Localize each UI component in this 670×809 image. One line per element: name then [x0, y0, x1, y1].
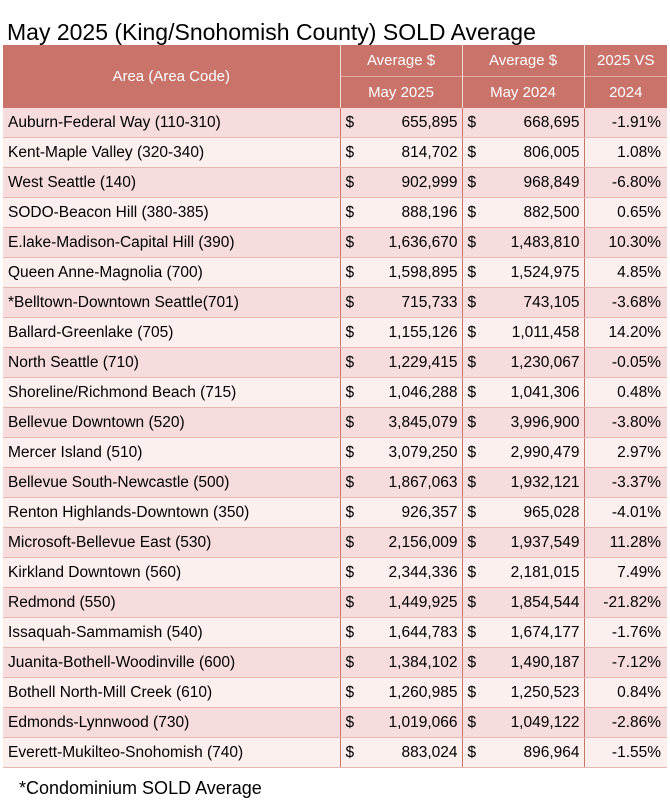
may-2024-value: 1,937,549 — [494, 528, 584, 558]
header-period-1: May 2025 — [340, 77, 462, 109]
currency-symbol: $ — [462, 558, 494, 588]
percent-change: 7.49% — [584, 558, 667, 588]
may-2025-value: 715,733 — [372, 288, 462, 318]
may-2025-value: 1,449,925 — [372, 588, 462, 618]
may-2024-value: 896,964 — [494, 738, 584, 768]
percent-change: 1.08% — [584, 138, 667, 168]
currency-symbol: $ — [462, 468, 494, 498]
may-2025-value: 1,155,126 — [372, 318, 462, 348]
area-cell: Juanita-Bothell-Woodinville (600) — [3, 648, 340, 678]
currency-symbol: $ — [462, 108, 494, 138]
footnote: *Condominium SOLD Average — [19, 778, 262, 798]
area-cell: Auburn-Federal Way (110-310) — [3, 108, 340, 138]
currency-symbol: $ — [340, 468, 372, 498]
table-row — [3, 588, 667, 618]
may-2025-value: 3,079,250 — [372, 438, 462, 468]
area-cell: E.lake-Madison-Capital Hill (390) — [3, 228, 340, 258]
currency-symbol: $ — [340, 348, 372, 378]
percent-change: 2.97% — [584, 438, 667, 468]
may-2025-value: 1,644,783 — [372, 618, 462, 648]
may-2025-value: 1,598,895 — [372, 258, 462, 288]
may-2025-value: 1,867,063 — [372, 468, 462, 498]
may-2024-value: 668,695 — [494, 108, 584, 138]
percent-change: -21.82% — [584, 588, 667, 618]
header-area: Area (Area Code) — [3, 45, 340, 108]
may-2024-value: 2,181,015 — [494, 558, 584, 588]
may-2025-value: 3,845,079 — [372, 408, 462, 438]
currency-symbol: $ — [462, 528, 494, 558]
may-2025-value: 1,636,670 — [372, 228, 462, 258]
table-row — [3, 228, 667, 258]
may-2024-value: 743,105 — [494, 288, 584, 318]
sold-average-table — [3, 45, 667, 768]
percent-change: 4.85% — [584, 258, 667, 288]
percent-change: 11.28% — [584, 528, 667, 558]
may-2024-value: 1,674,177 — [494, 618, 584, 648]
currency-symbol: $ — [340, 438, 372, 468]
table-row — [3, 168, 667, 198]
percent-change: -1.76% — [584, 618, 667, 648]
percent-change: -2.86% — [584, 708, 667, 738]
currency-symbol: $ — [462, 588, 494, 618]
may-2025-value: 1,384,102 — [372, 648, 462, 678]
percent-change: -3.80% — [584, 408, 667, 438]
may-2024-value: 1,854,544 — [494, 588, 584, 618]
currency-symbol: $ — [462, 498, 494, 528]
area-cell: Bothell North-Mill Creek (610) — [3, 678, 340, 708]
may-2024-value: 2,990,479 — [494, 438, 584, 468]
table-row — [3, 708, 667, 738]
table-row — [3, 138, 667, 168]
currency-symbol: $ — [340, 198, 372, 228]
currency-symbol: $ — [340, 738, 372, 768]
may-2025-value: 1,019,066 — [372, 708, 462, 738]
area-cell: Edmonds-Lynnwood (730) — [3, 708, 340, 738]
percent-change: 0.48% — [584, 378, 667, 408]
area-cell: Microsoft-Bellevue East (530) — [3, 528, 340, 558]
currency-symbol: $ — [340, 618, 372, 648]
area-cell: Mercer Island (510) — [3, 438, 340, 468]
may-2025-value: 926,357 — [372, 498, 462, 528]
currency-symbol: $ — [340, 648, 372, 678]
percent-change: -1.55% — [584, 738, 667, 768]
may-2024-value: 965,028 — [494, 498, 584, 528]
may-2025-value: 1,046,288 — [372, 378, 462, 408]
currency-symbol: $ — [462, 318, 494, 348]
currency-symbol: $ — [340, 258, 372, 288]
currency-symbol: $ — [462, 708, 494, 738]
currency-symbol: $ — [340, 588, 372, 618]
may-2025-value: 902,999 — [372, 168, 462, 198]
percent-change: -6.80% — [584, 168, 667, 198]
percent-change: -7.12% — [584, 648, 667, 678]
area-cell: Redmond (550) — [3, 588, 340, 618]
may-2025-value: 655,895 — [372, 108, 462, 138]
currency-symbol: $ — [340, 678, 372, 708]
currency-symbol: $ — [462, 648, 494, 678]
area-cell: Queen Anne-Magnolia (700) — [3, 258, 340, 288]
percent-change: -1.91% — [584, 108, 667, 138]
table-row — [3, 108, 667, 138]
currency-symbol: $ — [340, 498, 372, 528]
table-row — [3, 468, 667, 498]
may-2024-value: 1,049,122 — [494, 708, 584, 738]
may-2024-value: 1,230,067 — [494, 348, 584, 378]
area-cell: SODO-Beacon Hill (380-385) — [3, 198, 340, 228]
currency-symbol: $ — [340, 408, 372, 438]
currency-symbol: $ — [462, 618, 494, 648]
table-row — [3, 318, 667, 348]
may-2024-value: 1,490,187 — [494, 648, 584, 678]
currency-symbol: $ — [462, 408, 494, 438]
may-2025-value: 2,156,009 — [372, 528, 462, 558]
may-2024-value: 882,500 — [494, 198, 584, 228]
may-2024-value: 1,524,975 — [494, 258, 584, 288]
may-2024-value: 968,849 — [494, 168, 584, 198]
area-cell: Everett-Mukilteo-Snohomish (740) — [3, 738, 340, 768]
currency-symbol: $ — [340, 318, 372, 348]
may-2024-value: 1,011,458 — [494, 318, 584, 348]
percent-change: -4.01% — [584, 498, 667, 528]
currency-symbol: $ — [340, 558, 372, 588]
table-row — [3, 198, 667, 228]
area-cell: *Belltown-Downtown Seattle(701) — [3, 288, 340, 318]
may-2025-value: 814,702 — [372, 138, 462, 168]
percent-change: -3.37% — [584, 468, 667, 498]
percent-change: 0.84% — [584, 678, 667, 708]
table-row — [3, 678, 667, 708]
table-row — [3, 618, 667, 648]
header-compare-label: 2025 VS — [584, 45, 667, 77]
area-cell: Kent-Maple Valley (320-340) — [3, 138, 340, 168]
percent-change: -0.05% — [584, 348, 667, 378]
area-cell: Issaquah-Sammamish (540) — [3, 618, 340, 648]
currency-symbol: $ — [462, 288, 494, 318]
currency-symbol: $ — [462, 198, 494, 228]
currency-symbol: $ — [462, 738, 494, 768]
area-cell: Bellevue South-Newcastle (500) — [3, 468, 340, 498]
header-average-1: Average $ — [340, 45, 462, 77]
area-cell: Kirkland Downtown (560) — [3, 558, 340, 588]
may-2025-value: 2,344,336 — [372, 558, 462, 588]
currency-symbol: $ — [340, 108, 372, 138]
may-2024-value: 3,996,900 — [494, 408, 584, 438]
percent-change: 0.65% — [584, 198, 667, 228]
may-2024-value: 806,005 — [494, 138, 584, 168]
may-2024-value: 1,250,523 — [494, 678, 584, 708]
table-row — [3, 558, 667, 588]
table-body — [3, 108, 667, 768]
area-cell: Renton Highlands-Downtown (350) — [3, 498, 340, 528]
header-average-2: Average $ — [462, 45, 584, 77]
currency-symbol: $ — [462, 258, 494, 288]
percent-change: 14.20% — [584, 318, 667, 348]
area-cell: Bellevue Downtown (520) — [3, 408, 340, 438]
currency-symbol: $ — [340, 528, 372, 558]
table-row — [3, 528, 667, 558]
currency-symbol: $ — [340, 168, 372, 198]
currency-symbol: $ — [462, 168, 494, 198]
currency-symbol: $ — [462, 348, 494, 378]
area-cell: West Seattle (140) — [3, 168, 340, 198]
header-period-2: May 2024 — [462, 77, 584, 109]
may-2025-value: 883,024 — [372, 738, 462, 768]
table-row — [3, 378, 667, 408]
table-row — [3, 438, 667, 468]
currency-symbol: $ — [462, 678, 494, 708]
may-2025-value: 888,196 — [372, 198, 462, 228]
may-2025-value: 1,229,415 — [372, 348, 462, 378]
area-cell: Shoreline/Richmond Beach (715) — [3, 378, 340, 408]
area-cell: Ballard-Greenlake (705) — [3, 318, 340, 348]
table-row — [3, 648, 667, 678]
percent-change: -3.68% — [584, 288, 667, 318]
currency-symbol: $ — [462, 378, 494, 408]
currency-symbol: $ — [462, 138, 494, 168]
currency-symbol: $ — [340, 228, 372, 258]
may-2024-value: 1,041,306 — [494, 378, 584, 408]
table-row — [3, 498, 667, 528]
area-cell: North Seattle (710) — [3, 348, 340, 378]
page-title: May 2025 (King/Snohomish County) SOLD Average — [7, 19, 536, 45]
currency-symbol: $ — [340, 138, 372, 168]
table-row — [3, 288, 667, 318]
header-compare-year: 2024 — [584, 77, 667, 109]
currency-symbol: $ — [340, 288, 372, 318]
currency-symbol: $ — [462, 438, 494, 468]
may-2024-value: 1,932,121 — [494, 468, 584, 498]
may-2024-value: 1,483,810 — [494, 228, 584, 258]
may-2025-value: 1,260,985 — [372, 678, 462, 708]
table-row — [3, 258, 667, 288]
currency-symbol: $ — [340, 378, 372, 408]
percent-change: 10.30% — [584, 228, 667, 258]
table-row — [3, 408, 667, 438]
table-row — [3, 348, 667, 378]
table-row — [3, 738, 667, 768]
currency-symbol: $ — [340, 708, 372, 738]
currency-symbol: $ — [462, 228, 494, 258]
